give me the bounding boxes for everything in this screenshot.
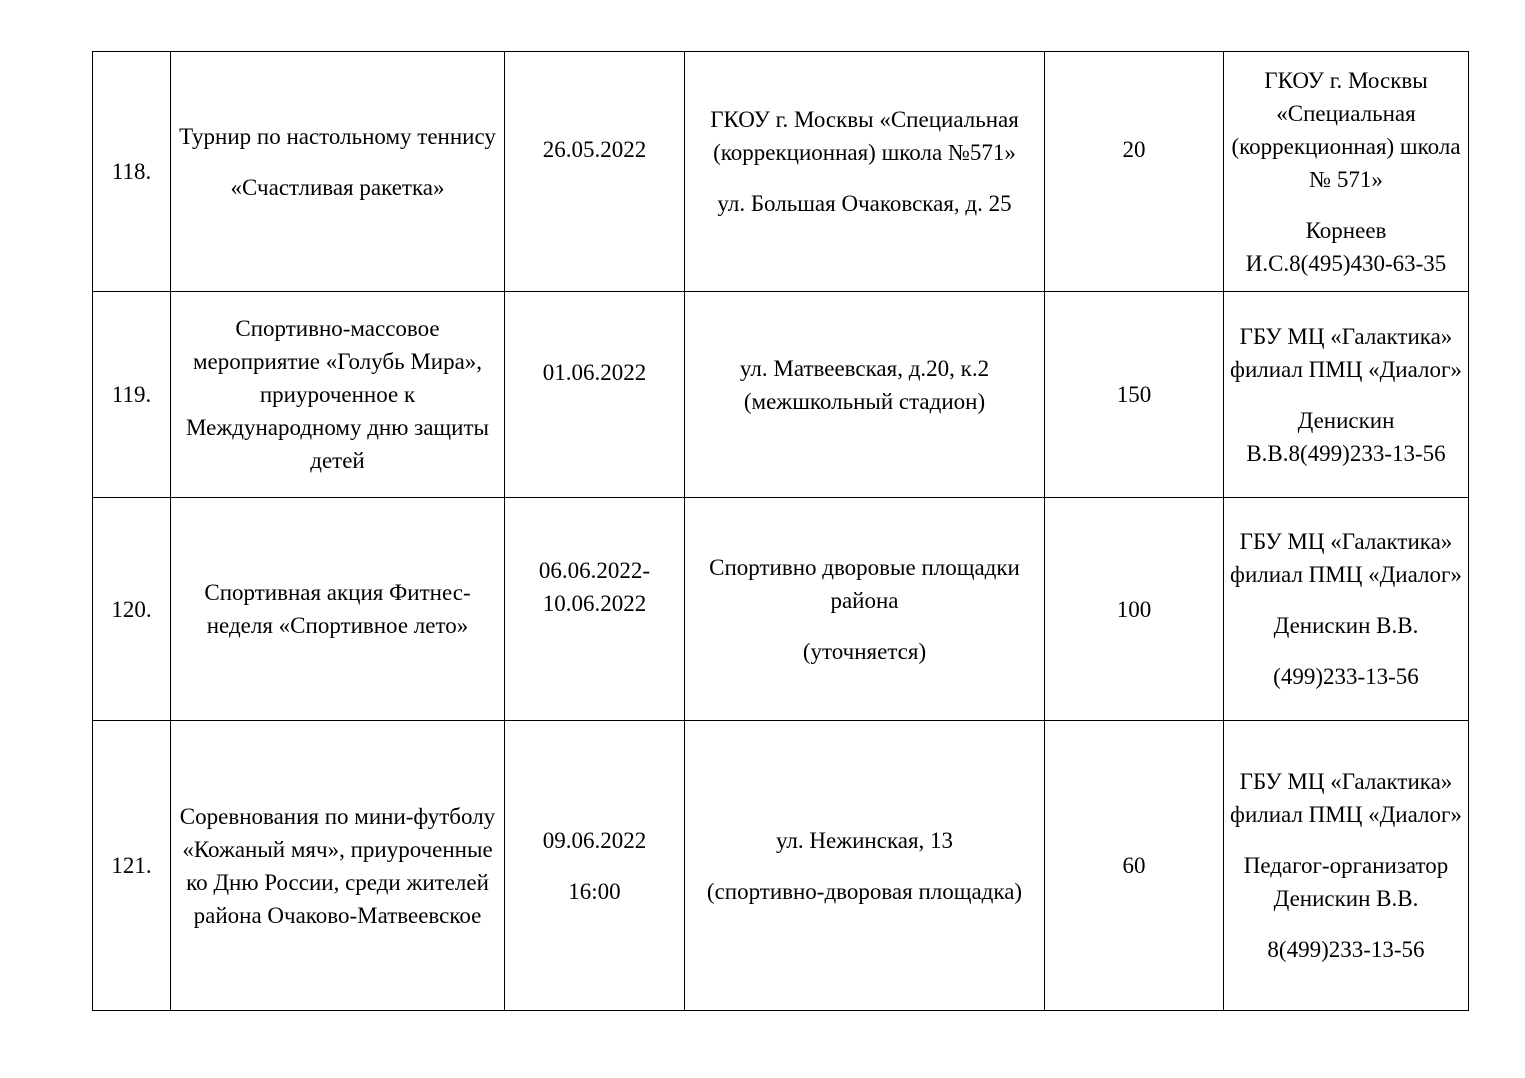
participants-cell <box>1045 52 1224 292</box>
organizer-cell <box>1224 292 1469 498</box>
organizer-name: ГКОУ г. Москвы «Специальная (коррекционная) школа № 571» <box>1231 67 1461 192</box>
event-venue: Спортивно дворовые площадки района <box>709 554 1020 613</box>
event-name: Турнир по настольному теннису <box>179 123 496 149</box>
table-row <box>93 721 1469 1011</box>
participants-cell <box>1045 721 1224 1011</box>
event-name: Спортивная акция Фитнес-неделя «Спортивное лето» <box>204 580 471 638</box>
event-name-subtitle: «Счастливая ракетка» <box>230 174 445 200</box>
event-date: 01.06.2022 <box>542 360 647 385</box>
organizer-name: ГБУ МЦ «Галактика» филиал ПМЦ «Диалог» <box>1230 529 1462 587</box>
event-venue: ул. Нежинская, 13 <box>775 827 954 853</box>
organizer-contact-name: Педагог-организатор Денискин В.В. <box>1243 853 1449 911</box>
event-venue: ГКОУ г. Москвы «Специальная (коррекционная) школа №571» <box>710 107 1019 165</box>
organizer-contact: Корнеев И.С.8(495)430-63-35 <box>1245 217 1447 276</box>
event-date-cell <box>505 52 685 292</box>
event-venue-note: (спортивно-дворовая площадка) <box>706 878 1023 904</box>
event-venue-note: (уточняется) <box>802 638 927 664</box>
row-number: 120. <box>93 498 171 721</box>
event-date-cell <box>505 721 685 1011</box>
event-name-cell <box>171 721 505 1011</box>
row-number: 119. <box>93 292 171 498</box>
organizer-name: ГБУ МЦ «Галактика» филиал ПМЦ «Диалог» <box>1230 323 1462 382</box>
event-date: 06.06.2022-10.06.2022 <box>538 558 651 616</box>
organizer-contact-phone: (499)233-13-56 <box>1273 664 1419 689</box>
organizer-contact: Денискин В.В.8(499)233-13-56 <box>1246 407 1446 466</box>
participants-count: 100 <box>1116 596 1152 622</box>
table-row <box>93 498 1469 721</box>
events-table <box>92 51 1469 1011</box>
participants-count: 20 <box>1122 137 1146 162</box>
event-date: 26.05.2022 <box>542 137 647 162</box>
event-date-cell <box>505 292 685 498</box>
organizer-cell <box>1224 52 1469 292</box>
event-venue-address: ул. Большая Очаковская, д. 25 <box>717 191 1012 216</box>
event-name: Соревнования по мини-футболу «Кожаный мяч», приуроченные ко Дню России, среди жителей района Очаково-Матвеевское <box>179 803 496 928</box>
table-row <box>93 292 1469 498</box>
participants-cell <box>1045 498 1224 721</box>
event-venue-cell <box>685 721 1045 1011</box>
row-number: 118. <box>93 52 171 292</box>
event-name-cell <box>171 52 505 292</box>
organizer-cell <box>1224 498 1469 721</box>
event-name-cell <box>171 292 505 498</box>
organizer-contact-phone: 8(499)233-13-56 <box>1267 937 1425 962</box>
event-date: 09.06.2022 <box>542 827 647 853</box>
event-venue-cell <box>685 52 1045 292</box>
participants-count: 150 <box>1116 382 1152 407</box>
participants-count: 60 <box>1122 853 1146 878</box>
event-venue: ул. Матвеевская, д.20, к.2 (межшкольный стадион) <box>739 355 990 414</box>
event-name-cell <box>171 498 505 721</box>
organizer-contact-name: Денискин В.В. <box>1273 613 1419 638</box>
organizer-name: ГБУ МЦ «Галактика» филиал ПМЦ «Диалог» <box>1230 769 1462 827</box>
event-date-cell <box>505 498 685 721</box>
table-row <box>93 52 1469 292</box>
event-venue-cell <box>685 498 1045 721</box>
participants-cell <box>1045 292 1224 498</box>
row-number: 121. <box>93 721 171 1011</box>
event-name: Спортивно-массовое мероприятие «Голубь Мира», приуроченное к Международному дню защиты детей <box>186 316 489 473</box>
event-venue-cell <box>685 292 1045 498</box>
event-time: 16:00 <box>568 878 621 904</box>
organizer-cell <box>1224 721 1469 1011</box>
